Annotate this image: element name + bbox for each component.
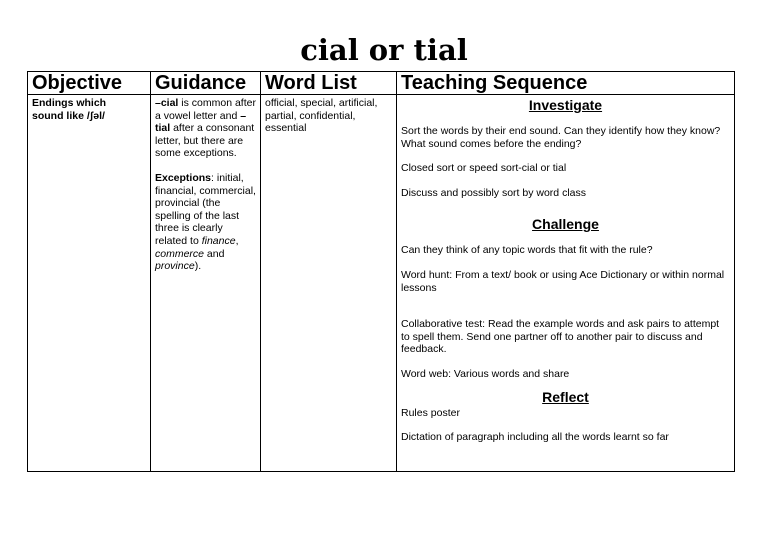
guidance-cell <box>151 95 261 472</box>
guidance-text-2: after a consonant letter, but there are some exceptions. <box>155 122 255 160</box>
page-title: cial or tial <box>300 33 468 67</box>
challenge-item: Can they think of any topic words that fit with the rule? <box>401 244 653 257</box>
cial-suffix: –cial <box>155 97 179 109</box>
lesson-table <box>27 71 735 472</box>
investigate-item: Closed sort or speed sort-cial or tial <box>401 162 567 175</box>
word-list: official, special, artificial, partial, confidential, essential <box>265 97 378 135</box>
header-row <box>28 72 735 95</box>
section-investigate: Investigate <box>528 97 603 113</box>
word-list-cell <box>261 95 397 472</box>
guidance-text-6: ). <box>194 260 202 273</box>
header-guidance: Guidance <box>151 72 261 95</box>
section-reflect: Reflect <box>542 388 589 405</box>
header-objective: Objective <box>28 72 151 95</box>
header-teaching-sequence: Teaching Sequence <box>397 72 735 95</box>
guidance-text-4: , <box>235 234 239 247</box>
word-finance: finance <box>201 234 236 247</box>
exceptions-label: Exceptions <box>155 171 212 184</box>
reflect-item: Rules poster <box>401 406 460 419</box>
investigate-item: Sort the words by their end sound. Can they identify how they know? What sound comes before the ending? <box>401 125 721 150</box>
word-province: province <box>155 260 195 273</box>
teaching-sequence-cell <box>397 95 735 472</box>
header-word-list: Word List <box>261 72 397 95</box>
challenge-item: Word web: Various words and share <box>401 367 570 380</box>
guidance-text-1: is common after a vowel letter and <box>155 97 256 122</box>
guidance-rule <box>155 97 256 160</box>
reflect-item: Dictation of paragraph including all the words learnt so far <box>401 431 669 444</box>
word-commerce: commerce <box>155 247 205 260</box>
objective-cell <box>28 95 151 472</box>
objective-line-1: Endings which <box>32 97 107 109</box>
investigate-item: Discuss and possibly sort by word class <box>401 186 586 199</box>
objective-line-2: sound like /ʃəl/ <box>32 109 105 122</box>
challenge-item: Word hunt: From a text/ book or using Ace Dictionary or within normal lessons <box>401 268 725 294</box>
section-challenge: Challenge <box>532 216 599 233</box>
content-row <box>28 95 735 472</box>
guidance-text-3: : initial, financial, commercial, provincial (the spelling of the last three is clearly related to <box>155 171 256 247</box>
tial-suffix: –tial <box>155 109 247 135</box>
guidance-text-5: and <box>204 247 225 260</box>
guidance-exceptions <box>155 172 256 273</box>
challenge-item: Collaborative test: Read the example words and ask pairs to attempt to spell them. Send one partner off to another pair to discuss and feedback. <box>401 318 720 356</box>
